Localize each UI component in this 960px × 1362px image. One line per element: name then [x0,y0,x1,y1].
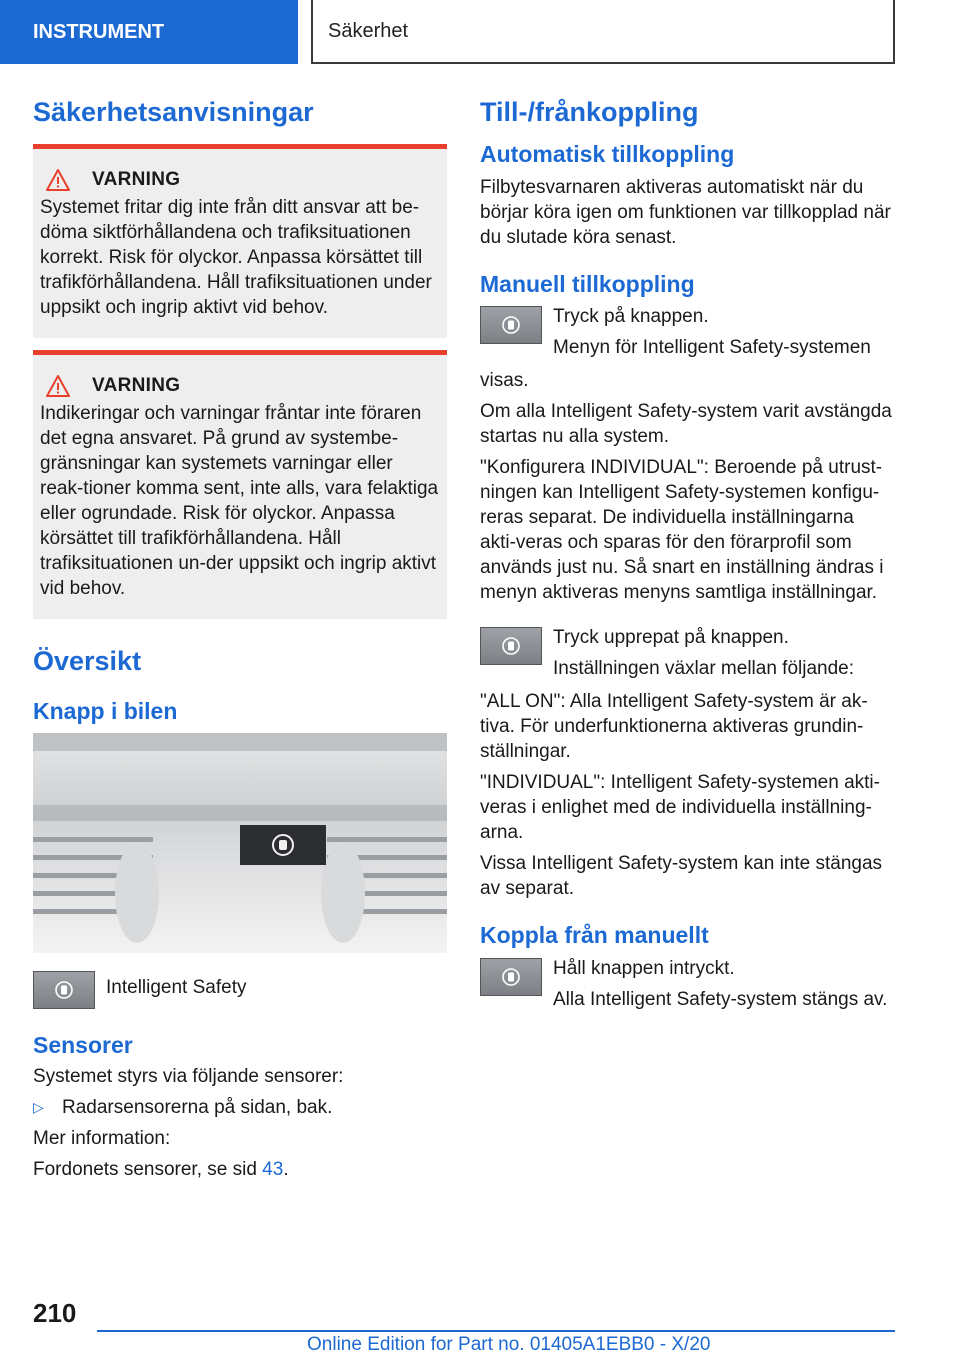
off-step-row [480,956,892,1018]
intelligent-safety-button-row [33,969,447,1009]
off-title: Koppla från manuellt [480,922,709,949]
intelligent-safety-button [480,958,542,996]
intelligent-safety-icon [501,967,521,987]
reference-end: . [283,1159,289,1180]
manual-step2-row [480,625,892,687]
intelligent-safety-button [480,627,542,665]
car-dashboard-photo [33,733,447,953]
intelligent-safety-button [33,971,95,1009]
reference-line [33,1157,447,1182]
button-caption: Intelligent Safety [106,977,247,999]
manual-step2: Tryck upprepat på knappen. [553,627,789,649]
warning-box-2 [33,350,447,619]
manual-p5: Vissa Intelligent Safety-system kan inte stängas av separat. [480,853,883,900]
footer-edition: Online Edition for Part no. 01405A1EBB0 - X/20 [307,1334,711,1355]
more-info: Mer information: [33,1128,171,1149]
manual-p1: Om alla Intelligent Safety-system varit avstängda startas nu alla system. [480,401,892,448]
manual-p4: "INDIVIDUAL": Intelligent Safety-systemen akti-veras i enlighet med de individuella inställning-arna. [480,772,880,844]
warning-label: VARNING [92,168,181,190]
safety-title: Säkerhetsanvisningar [33,97,314,127]
onoff-title: Till-/frånkoppling [480,97,699,127]
manual-p3: "ALL ON": Alla Intelligent Safety-system är ak-tiva. För underfunktionerna aktiveras grundin-ställningar. [480,691,868,763]
warning-box-1 [33,144,447,338]
intelligent-safety-icon [501,315,521,335]
warning-triangle-icon [46,375,70,397]
manual-step2b: Inställningen växlar mellan följande: [553,658,855,680]
header-chapter-label: Säkerhet [328,19,409,42]
sensors-title: Sensorer [33,1032,133,1059]
warning-text: Indikeringar och varningar fråntar inte föraren det egna ansvaret. På grund av systembe-gränsningar kan systemets varningar eller reak-tioner komma sent, inte alls, vara felaktiga eller ogrundade. Risk för olyckor. Anpassa körsättet till trafikförhållandena. Håll trafiksituationen un-der uppsikt och ingrip aktivt vid behov. [40,402,439,599]
warning-label: VARNING [92,374,181,396]
manual-title: Manuell tillkoppling [480,270,695,297]
auto-text: Filbytesvarnaren aktiveras automatiskt när du börjar köra igen om funktionen var tillkopplad när du slutade köra senast. [480,176,891,248]
right-column [480,96,892,1020]
page-number: 210 [33,1298,77,1328]
header-section [0,0,298,64]
reference-text: Fordonets sensorer, se sid [33,1159,263,1180]
manual-step-row [480,304,892,366]
off-step: Håll knappen intryckt. [553,958,735,979]
off-stepb: Alla Intelligent Safety-system stängs av. [553,989,888,1010]
left-column [33,96,447,1188]
warning-triangle-icon [46,169,70,191]
footer-divider [97,1330,895,1332]
manual-p2: "Konfigurera INDIVIDUAL": Beroende på utrust-ningen kan Intelligent Safety-systemen konfigu-reras separat. De individuella inställningarna akti-veras och sparas för den förarprofil som används just nu. Så snart en inställning ändras i menyn aktiveras menyns samtliga inställningar. [480,457,884,604]
intelligent-safety-icon [501,636,521,656]
manual-step1: Tryck på knappen. [553,306,709,328]
list-item [33,1095,447,1120]
sensors-intro: Systemet styrs via följande sensorer: [33,1066,344,1087]
triangle-bullet-icon: ▷ [33,1099,44,1115]
auto-title: Automatisk tillkoppling [480,140,735,167]
page-link[interactable]: 43 [262,1159,284,1180]
warning-text: Systemet fritar dig inte från ditt ansvar att be-döma siktförhållandena och trafiksituationen korrekt. Risk för olyckor. Anpassa körsättet till trafikförhållandena. Håll trafiksituationen under uppsikt och ingrip aktivt vid behov. [40,196,432,318]
manual-step1c: visas. [480,370,529,392]
header-section-label: INSTRUMENT [33,20,165,43]
header-chapter [311,0,895,64]
overview-title: Översikt [33,645,142,676]
bullet-text: Radarsensorerna på sidan, bak. [62,1097,333,1118]
button-subtitle: Knapp i bilen [33,697,178,724]
manual-step1b: Menyn för Intelligent Safety-systemen [553,337,871,359]
intelligent-safety-icon [54,980,74,1000]
intelligent-safety-button [480,306,542,344]
